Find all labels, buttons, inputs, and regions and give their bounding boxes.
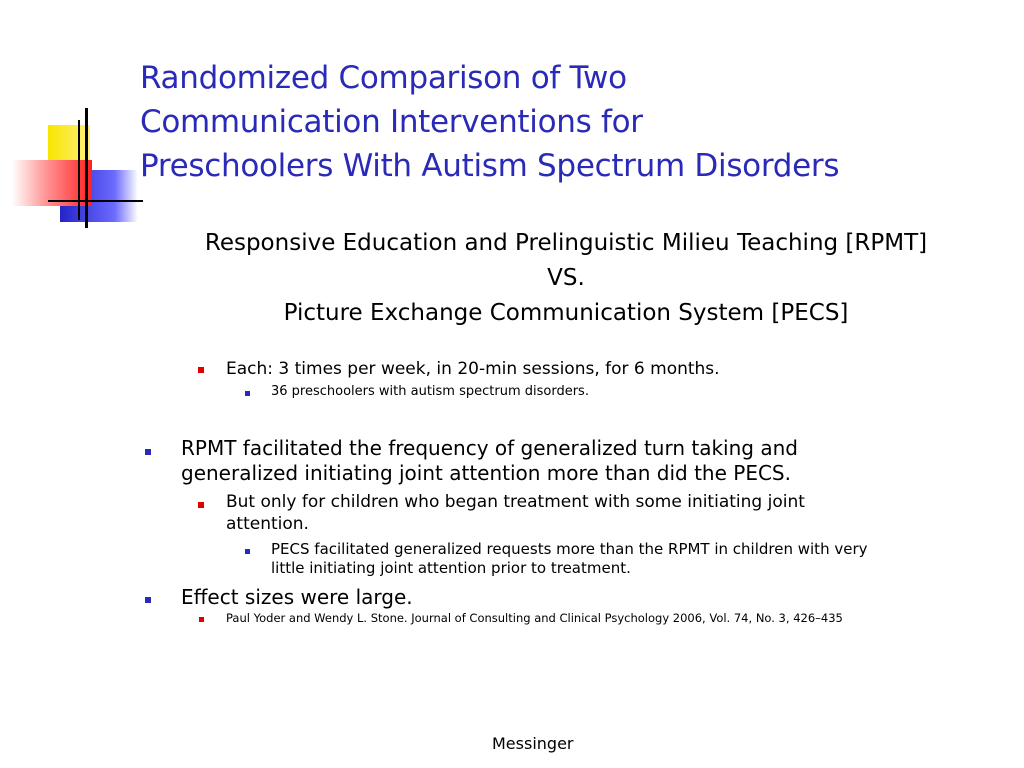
logo-vertical-line-2 [78, 120, 80, 220]
bullet-effect: Effect sizes were large. [181, 585, 413, 609]
bullet-marker [245, 391, 250, 396]
bullet-pecs-line-2: little initiating joint attention prior to treatment. [271, 559, 631, 577]
title-line-2: Communication Interventions for [140, 104, 643, 140]
bullet-marker [245, 549, 250, 554]
bullet-rpmt-line-2: generalized initiating joint attention more than did the PECS. [181, 461, 791, 485]
bullet-pecs [271, 540, 868, 578]
bullet-marker [198, 367, 204, 373]
bullet-marker [145, 449, 151, 455]
decorative-logo [0, 0, 140, 240]
logo-vertical-line [85, 108, 88, 228]
bullet-rpmt-line-1: RPMT facilitated the frequency of generalized turn taking and [181, 436, 798, 460]
bullet-rpmt [181, 436, 798, 486]
bullet-preschoolers: 36 preschoolers with autism spectrum disorders. [271, 384, 589, 399]
bullet-marker [145, 597, 151, 603]
bullet-marker [199, 617, 204, 622]
bullet-but-only-line-1: But only for children who began treatment with some initiating joint [226, 492, 805, 512]
subtitle-line-3: Picture Exchange Communication System [PECS] [283, 300, 849, 326]
slide-title [140, 56, 1000, 188]
logo-horizontal-line [48, 200, 143, 202]
bullet-pecs-line-1: PECS facilitated generalized requests more than the RPMT in children with very [271, 540, 868, 558]
slide-subtitle [140, 226, 992, 331]
bullet-but-only-line-2: attention. [226, 514, 309, 534]
bullet-citation: Paul Yoder and Wendy L. Stone. Journal of Consulting and Clinical Psychology 2006, Vol. 74, No. 3, 426–435 [226, 611, 843, 625]
title-line-3: Preschoolers With Autism Spectrum Disorders [140, 148, 840, 184]
bullet-marker [198, 502, 204, 508]
subtitle-line-1: Responsive Education and Prelinguistic Milieu Teaching [RPMT] [204, 230, 928, 256]
slide-footer: Messinger [492, 734, 574, 753]
bullet-but-only [226, 491, 805, 535]
title-line-1: Randomized Comparison of Two [140, 60, 627, 96]
subtitle-line-2: VS. [547, 265, 585, 291]
bullet-each: Each: 3 times per week, in 20-min sessions, for 6 months. [226, 359, 720, 379]
